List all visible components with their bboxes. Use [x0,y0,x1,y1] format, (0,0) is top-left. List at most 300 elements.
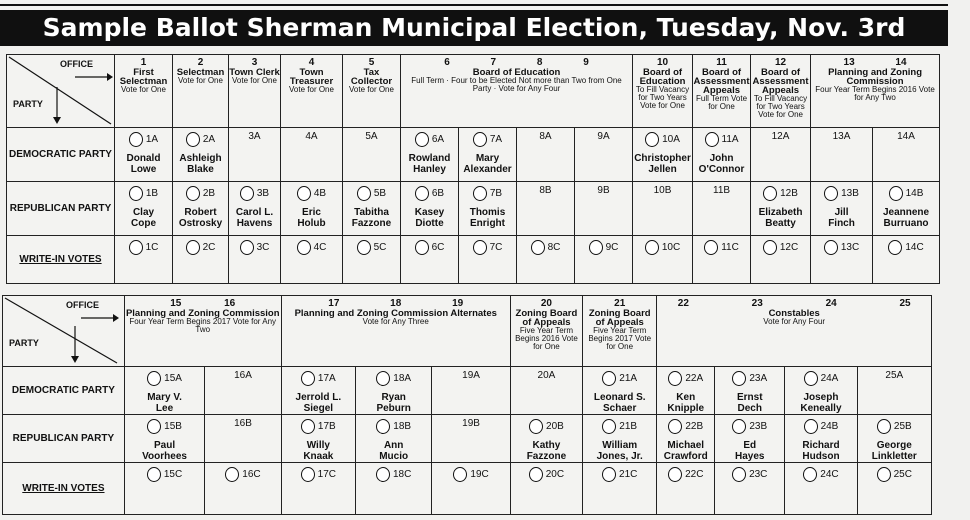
vote-oval-25c[interactable] [877,467,891,482]
ballot-cell-13a [811,128,873,182]
ballot-cell-22b [657,415,715,463]
cell-code-text: 1C [145,241,159,253]
office-title: Board of Assessment Appeals [752,67,809,96]
office-instructions: Vote for One [289,85,334,94]
cell-code-text: 15A [164,372,182,384]
ballot-cell-3a [229,128,281,182]
office-title: Planning and Zoning Commission [125,308,280,319]
cell-code-text: 19A [462,370,480,381]
position-code [705,132,739,147]
candidate-name: Ashleigh Blake [179,153,222,175]
ballot-title: Sample Ballot Sherman Municipal Election, Tuesday, Nov. 3rd [0,10,948,46]
office-instructions: To Fill Vacancy for Two Years Vote for One [753,94,808,119]
vote-oval-2a[interactable] [186,132,200,147]
ballot-cell-20a [510,367,582,415]
position-code [645,132,680,147]
position-code [186,240,216,255]
office-title: Planning and Zoning Commission [828,67,922,87]
vote-oval-21b[interactable] [602,419,616,434]
office-instructions: Vote for Any Three [362,317,429,326]
vote-oval-17c[interactable] [301,467,315,482]
candidate-name: Clay Cope [131,207,156,229]
cell-code-text: 4C [313,241,327,253]
vote-oval-19c[interactable] [453,467,467,482]
cell-code-text: 21C [619,468,638,480]
candidate-name: Ed Hayes [735,440,765,462]
ballot-cell-14b [873,182,940,236]
position-code [645,240,680,255]
office-header-6 [401,55,633,128]
office-title: Board of Assessment Appeals [693,67,750,96]
position-code [888,240,923,255]
cell-code-text: 12A [771,131,790,142]
position-code [824,186,859,201]
cell-code-text: 8A [539,131,552,142]
position-code [668,419,703,434]
vote-oval-24c[interactable] [803,467,817,482]
position-code [597,132,609,142]
vote-oval-1c[interactable] [129,240,143,255]
cell-code-text: 6C [431,241,445,253]
office-number: 20 [540,298,552,309]
vote-oval-6c[interactable] [415,240,429,255]
vote-oval-5c[interactable] [357,240,371,255]
position-code [529,419,564,434]
ballot-cell-20b [510,415,582,463]
ballot-cell-25b [857,415,931,463]
vote-oval-15a[interactable] [147,371,161,386]
position-code [589,240,619,255]
position-code [186,186,215,201]
vote-oval-7a[interactable] [473,132,487,147]
party-label-republican: REPUBLICAN PARTY [3,415,125,463]
vote-oval-5b[interactable] [357,186,371,201]
ballot-cell-24c [785,463,857,515]
cell-code-text: 12C [779,241,799,253]
position-code [602,371,637,386]
row-write-in [3,463,932,515]
position-code [415,132,444,147]
cell-code-text: 23A [749,372,768,384]
cell-code-text: 23B [749,420,768,432]
position-code [668,371,703,386]
ballot-cell-10b [633,182,693,236]
candidate-name: Mary V. Lee [147,392,182,414]
position-code [654,186,672,196]
vote-oval-10a[interactable] [645,132,659,147]
office-header-5 [343,55,401,128]
vote-oval-18a[interactable] [376,371,390,386]
office-instructions: Full Term · Four to be Elected Not more than Two from One Party · Vote for Any Four [411,76,622,93]
ballot-cell-24a [785,367,857,415]
office-number: 10 [656,57,669,68]
vote-oval-1a[interactable] [129,132,143,147]
office-header-17 [281,296,510,367]
office-header-2 [173,55,229,128]
ballot-cell-15b [124,415,205,463]
office-header-3 [229,55,281,128]
office-number: 4 [308,57,315,68]
office-number: 22 23 24 25 [677,298,911,309]
cell-code-text: 8C [547,241,561,253]
position-code [365,132,377,142]
position-code [147,419,182,434]
ballot-cell-20c [510,463,582,515]
cell-code-text: 5B [373,187,387,199]
position-code [538,371,556,381]
cell-code-text: 20B [546,420,564,432]
candidate-name: Willy Knaak [303,440,334,462]
ballot-cell-15c [124,463,205,515]
office-title: Town Clerk [229,67,280,78]
cell-code-text: 9C [605,241,619,253]
ballot-cell-17c [281,463,355,515]
ballot-cell-5c [343,236,401,284]
position-code [889,186,924,201]
position-code [763,240,798,255]
cell-code-text: 7A [489,133,503,145]
vote-oval-1b[interactable] [129,186,143,201]
candidate-name: Joseph Keneally [800,392,842,414]
vote-oval-4b[interactable] [297,186,311,201]
cell-code-text: 24C [820,468,839,480]
position-code [186,132,215,147]
ballot-cell-23c [715,463,785,515]
cell-code-text: 10C [661,241,681,253]
cell-code-text: 18B [393,420,412,432]
cell-code-text: 22A [685,372,704,384]
office-title: Town Treasurer [289,67,334,87]
ballot-cell-16b [205,415,281,463]
cell-code-text: 5A [365,131,378,142]
office-number: 2 [197,57,204,68]
vote-oval-11a[interactable] [705,132,719,147]
ballot-cell-11b [693,182,751,236]
party-label-write-in: WRITE-IN VOTES [3,463,125,515]
office-title: Constables [768,308,820,319]
office-instructions: Vote for One [349,85,394,94]
ballot-cell-6a [401,128,459,182]
position-code [704,240,739,255]
ballot-cell-1a [115,128,173,182]
vote-oval-17a[interactable] [301,371,315,386]
office-header-22 [657,296,932,367]
vote-oval-23a[interactable] [732,371,746,386]
candidate-name: Christopher Jellen [634,153,691,175]
vote-oval-12c[interactable] [763,240,777,255]
position-code [462,419,480,429]
office-title: Planning and Zoning Commission Alternates [294,308,497,319]
ballot-cell-14c [873,236,940,284]
vote-oval-2c[interactable] [186,240,200,255]
office-instructions: Vote for One [232,76,277,85]
vote-oval-12b[interactable] [763,186,777,201]
ballot-cell-2a [173,128,229,182]
cell-code-text: 3A [248,131,261,142]
candidate-name: Donald Lowe [126,153,161,175]
party-label-republican: REPUBLICAN PARTY [7,182,115,236]
cell-code-text: 13B [841,187,859,199]
cell-code-text: 6B [431,187,445,199]
position-code [602,419,637,434]
ballot-cell-3c [229,236,281,284]
position-code [301,371,336,386]
cell-code-text: 22C [685,468,704,480]
office-number: 15 16 [170,298,236,309]
cell-code-text: 1B [145,187,159,199]
cell-code-text: 11B [713,185,731,196]
vote-oval-11c[interactable] [704,240,718,255]
position-code [297,240,327,255]
party-label-write-in: WRITE-IN VOTES [7,236,115,284]
cell-code-text: 20A [537,370,556,381]
candidate-name: Jill Finch [828,207,855,229]
office-number: 3 [251,57,258,68]
ballot-cell-12b [751,182,811,236]
vote-oval-7b[interactable] [473,186,487,201]
office-title: Selectman [176,67,225,78]
vote-oval-22c[interactable] [668,467,682,482]
vote-oval-8c[interactable] [531,240,545,255]
office-title: Board of Education [472,67,561,78]
cell-code-text: 7B [489,187,503,199]
candidate-name: Mary Alexander [463,153,512,175]
position-code [877,467,912,482]
cell-code-text: 24A [820,372,839,384]
candidate-name: Rowland Hanley [408,153,451,175]
ballot-cell-21a [583,367,657,415]
vote-oval-22b[interactable] [668,419,682,434]
vote-oval-10c[interactable] [645,240,659,255]
position-code [234,419,252,429]
cell-code-text: 19C [470,468,489,480]
ballot-cell-5b [343,182,401,236]
cell-code-text: 9A [597,131,610,142]
position-code [877,419,912,434]
vote-oval-3b[interactable] [240,186,254,201]
position-code [234,371,252,381]
ballot-cell-21b [583,415,657,463]
vote-oval-16c[interactable] [225,467,239,482]
ballot-cell-18a [355,367,431,415]
cell-code-text: 5C [373,241,387,253]
office-header-1 [115,55,173,128]
candidate-name: John O'Connor [698,153,745,175]
cell-code-text: 10B [653,185,672,196]
cell-code-text: 25B [893,420,912,432]
office-header-11 [693,55,751,128]
cell-code-text: 24B [820,420,839,432]
ballot-cell-3b [229,182,281,236]
position-code [240,240,270,255]
office-instructions: Vote for One [121,85,166,94]
position-code [129,186,158,201]
ballot-cell-6c [401,236,459,284]
office-instructions: Full Term Vote for One [696,94,748,111]
position-code [453,467,488,482]
party-label-democratic: DEMOCRATIC PARTY [7,128,115,182]
position-code [305,132,317,142]
vote-oval-14b[interactable] [889,186,903,201]
vote-oval-13b[interactable] [824,186,838,201]
office-title: First Selectman [119,67,168,87]
row-republican [3,415,932,463]
cell-code-text: 6A [431,133,445,145]
position-code [732,419,767,434]
position-code [225,467,260,482]
candidate-name: Ryan Peburn [376,392,411,414]
cell-code-text: 17C [317,468,336,480]
ballot-cell-22c [657,463,715,515]
office-instructions: Vote for One [178,76,223,85]
position-code [129,132,158,147]
position-code [376,419,411,434]
vote-oval-3c[interactable] [240,240,254,255]
ballot-cell-2b [173,182,229,236]
cell-code-text: 22B [685,420,704,432]
upper-ballot-table [6,54,940,284]
vote-oval-23c[interactable] [732,467,746,482]
position-code [297,186,326,201]
vote-oval-18c[interactable] [376,467,390,482]
position-code [357,240,387,255]
position-code [357,186,386,201]
vote-oval-17b[interactable] [301,419,315,434]
cell-code-text: 2C [202,241,216,253]
vote-oval-21c[interactable] [602,467,616,482]
ballot-cell-1c [115,236,173,284]
ballot-cell-25c [857,463,931,515]
position-code [462,371,480,381]
ballot-cell-19a [432,367,510,415]
candidate-name: Jeannene Burruano [882,207,930,229]
row-republican [7,182,940,236]
vote-oval-20c[interactable] [529,467,543,482]
cell-code-text: 21A [619,372,638,384]
position-code [301,467,336,482]
ballot-cell-4a [281,128,343,182]
ballot-cell-7b [459,182,517,236]
office-header-20 [510,296,582,367]
candidate-name: Leonard S. Schaer [593,392,646,414]
candidate-name: Thomis Enright [469,207,506,229]
cell-code-text: 1A [145,133,159,145]
cell-code-text: 11C [721,241,739,253]
office-number: 12 [774,57,787,68]
ballot-cell-17b [281,415,355,463]
candidate-name: Ken Knipple [667,392,705,414]
vote-oval-2b[interactable] [186,186,200,201]
vote-oval-21a[interactable] [602,371,616,386]
position-code [713,186,730,196]
cell-code-text: 2A [202,133,216,145]
office-header-15 [124,296,281,367]
cell-code-text: 16A [234,370,252,381]
vote-oval-20b[interactable] [529,419,543,434]
position-code [602,467,637,482]
candidate-name: Carol L. Havens [235,207,274,229]
cell-code-text: 4B [313,187,327,199]
cell-code-text: 11A [721,133,739,145]
vote-oval-15c[interactable] [147,467,161,482]
position-code [772,132,790,142]
vote-oval-13c[interactable] [824,240,838,255]
ballot-cell-23a [715,367,785,415]
candidate-name: Kasey Diotte [414,207,445,229]
cell-code-text: 16C [242,468,261,480]
vote-oval-25b[interactable] [877,419,891,434]
position-code [147,467,182,482]
lower-ballot-table [2,295,932,515]
position-code [531,240,561,255]
vote-oval-6b[interactable] [415,186,429,201]
row-democratic [3,367,932,415]
position-code [804,371,839,386]
office-instructions: To Fill Vacancy for Two Years Vote for One [635,85,690,110]
cell-code-text: 19B [462,418,480,429]
candidate-name: Eric Holub [297,207,326,229]
cell-code-text: 9B [597,185,610,196]
ballot-cell-18b [355,415,431,463]
candidate-name: Kathy Fazzone [526,440,567,462]
office-title: Zoning Board of Appeals [588,308,651,328]
office-number: 1 [140,57,147,68]
office-instructions: Four Year Term Begins 2016 Vote for Any Two [815,85,935,102]
cell-code-text: 13A [832,131,851,142]
cell-code-text: 12B [780,187,798,199]
vote-oval-23b[interactable] [732,419,746,434]
vote-oval-18b[interactable] [376,419,390,434]
cell-code-text: 3B [256,187,270,199]
vote-oval-24b[interactable] [804,419,818,434]
office-title: Tax Collector [350,67,393,87]
vote-oval-24a[interactable] [804,371,818,386]
vote-oval-6a[interactable] [415,132,429,147]
cell-code-text: 20C [545,468,565,480]
ballot-cell-11a [693,128,751,182]
cell-code-text: 17B [317,420,336,432]
position-code [376,371,411,386]
position-code [597,186,609,196]
ballot-cell-2c [173,236,229,284]
vote-oval-14c[interactable] [888,240,902,255]
office-label: OFFICE [60,59,93,69]
office-instructions: Five Year Term Begins 2017 Vote for One [588,326,652,351]
position-code [473,240,503,255]
office-header-13 [811,55,940,128]
ballot-cell-19b [432,415,510,463]
vote-oval-4c[interactable] [297,240,311,255]
position-code [668,467,703,482]
office-instructions: Five Year Term Begins 2016 Vote for One [515,326,578,351]
cell-code-text: 17A [317,372,336,384]
vote-oval-7c[interactable] [473,240,487,255]
position-code [301,419,336,434]
vote-oval-22a[interactable] [668,371,682,386]
position-code [248,132,260,142]
ballot-cell-8c [517,236,575,284]
ballot-cell-7a [459,128,517,182]
office-label: OFFICE [66,300,99,310]
party-label: PARTY [13,99,43,109]
vote-oval-15b[interactable] [147,419,161,434]
candidate-name: Richard Hudson [802,440,840,462]
cell-code-text: 3C [256,241,270,253]
ballot-cell-5a [343,128,401,182]
vote-oval-9c[interactable] [589,240,603,255]
ballot-cell-15a [124,367,205,415]
office-number: 13 14 [843,57,907,68]
